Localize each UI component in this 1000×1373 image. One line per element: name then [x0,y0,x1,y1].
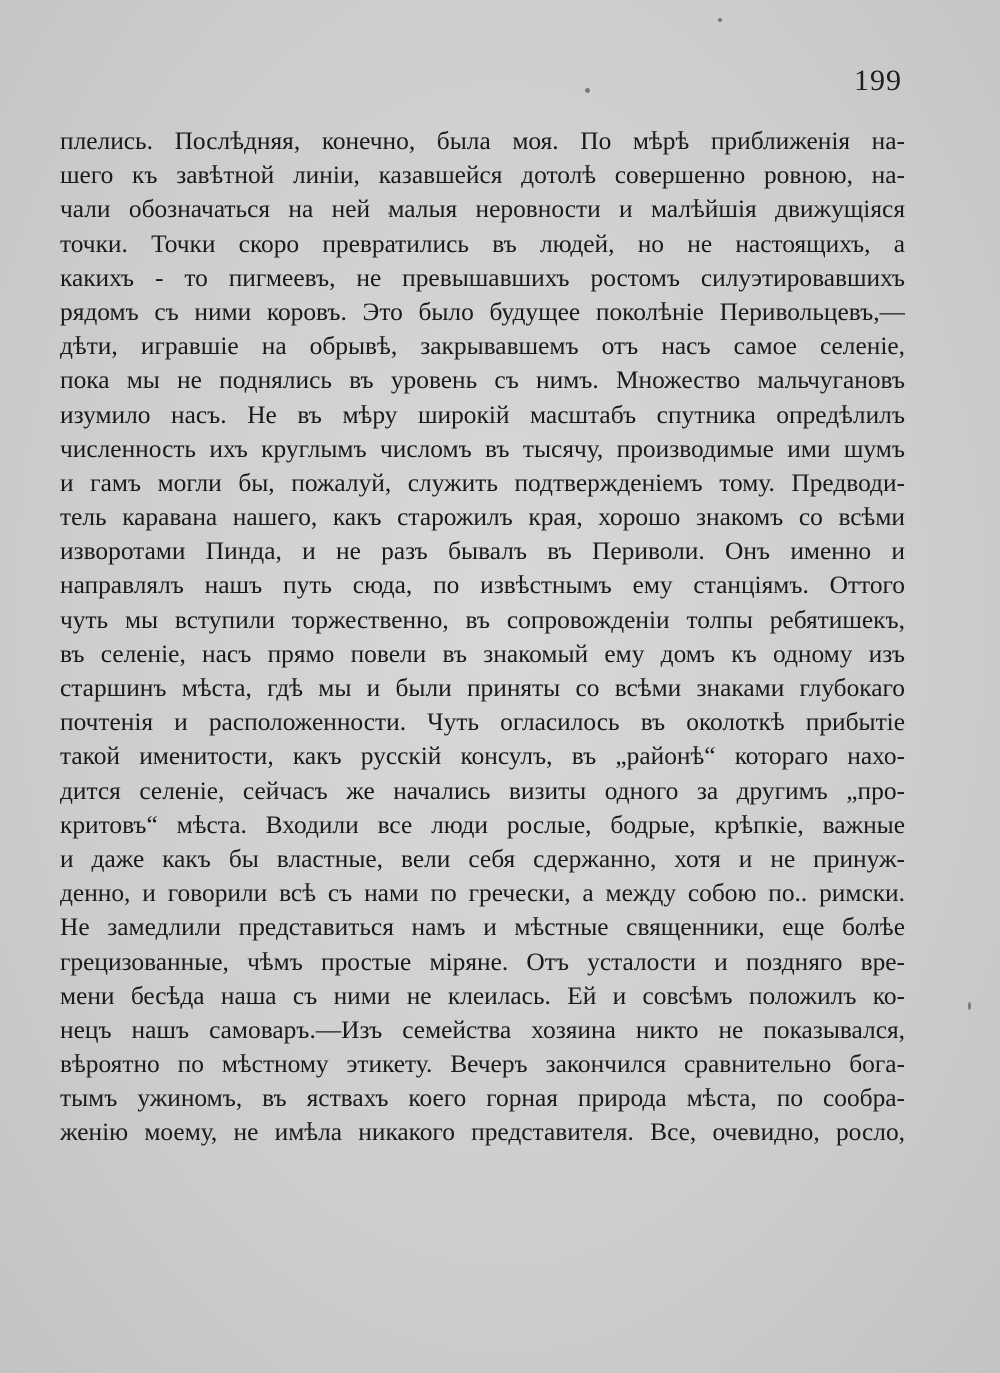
print-speck [718,18,722,22]
text-line: изумило насъ. Не въ мѣру широкій масштабъ спутника опредѣлилъ [60,400,905,429]
print-speck [968,1002,971,1010]
text-line: вѣроятно по мѣстному этикету. Вечеръ закончился сравнительно бога- [60,1050,905,1079]
text-line: старшинъ мѣста, гдѣ мы и были приняты со всѣми знаками глубокаго [60,674,905,702]
text-line: дится селеніе, сейчасъ же начались визиты одного за другимъ „про- [60,776,905,805]
text-line: грецизованные, чѣмъ простые міряне. Отъ усталости и поздняго вре- [60,947,905,976]
text-line: какихъ - то пигмеевъ, не превышавшихъ ростомъ силуэтировавшихъ [60,263,905,292]
text-line: нецъ нашъ самоваръ.—Изъ семейства хозяина никто не показывался, [60,1015,905,1044]
text-line: и гамъ могли бы, пожалуй, служить подтвержденіемъ тому. Предводи- [60,468,905,497]
text-line: женію моему, не имѣла никакого представителя. Все, очевидно, росло, [60,1118,905,1147]
text-line: дѣти, игравшіе на обрывѣ, закрывавшемъ отъ насъ самое селеніе, [60,332,905,361]
text-line: рядомъ съ ними коровъ. Это было будущее поколѣніе Перивольцевъ,— [60,297,905,326]
text-line: почтенія и расположенности. Чуть огласилось въ околоткѣ прибытіе [60,708,905,737]
text-line: чуть мы вступили торжественно, въ сопровожденіи толпы ребятишекъ, [60,605,905,634]
text-line: денно, и говорили всѣ съ нами по гречески, а между собою по.. римски. [60,879,905,908]
text-line: шего къ завѣтной линіи, казавшейся дотолѣ совершенно ровною, на- [60,161,905,190]
text-line: точки. Точки скоро превратились въ людей, но не настоящихъ, а [60,229,905,258]
text-line: въ селеніе, насъ прямо повели въ знакомый ему домъ къ одному изъ [60,639,905,668]
text-line: критовъ“ мѣста. Входили все люди рослые, бодрые, крѣпкіе, важные [60,810,905,839]
text-line: тель каравана нашего, какъ старожилъ края, хорошо знакомъ со всѣми [60,503,905,532]
text-line: тымъ ужиномъ, въ яствахъ коего горная природа мѣста, по сообра- [60,1084,905,1113]
text-line: направлялъ нашъ путь сюда, по извѣстнымъ ему станціямъ. Оттого [60,571,905,600]
text-line: мени бесѣда наша съ ними не клеилась. Ей и совсѣмъ положилъ ко- [60,981,905,1010]
text-line: численность ихъ круглымъ числомъ въ тысячу, производимые ими шумъ [60,434,905,463]
text-line: чали обозначаться на ней малыя неровности и малѣйшія движущіяся [60,195,905,224]
text-line: пока мы не поднялись въ уровень съ нимъ. Множество мальчугановъ [60,366,905,395]
text-line: и даже какъ бы властные, вели себя сдержанно, хотя и не принуж- [60,844,905,873]
text-line: такой именитости, какъ русскій консулъ, въ „районѣ“ котораго нахо- [60,742,905,771]
text-line: плелись. Послѣдняя, конечно, была моя. По мѣрѣ приближенія на- [60,127,905,155]
body-text [60,124,905,1150]
text-line: Не замедлили представиться намъ и мѣстные священники, еще болѣе [60,913,905,942]
text-line: изворотами Пинда, и не разъ бывалъ въ Периволи. Онъ именно и [60,537,905,566]
page-number: 199 [854,64,902,97]
print-speck [585,88,590,93]
